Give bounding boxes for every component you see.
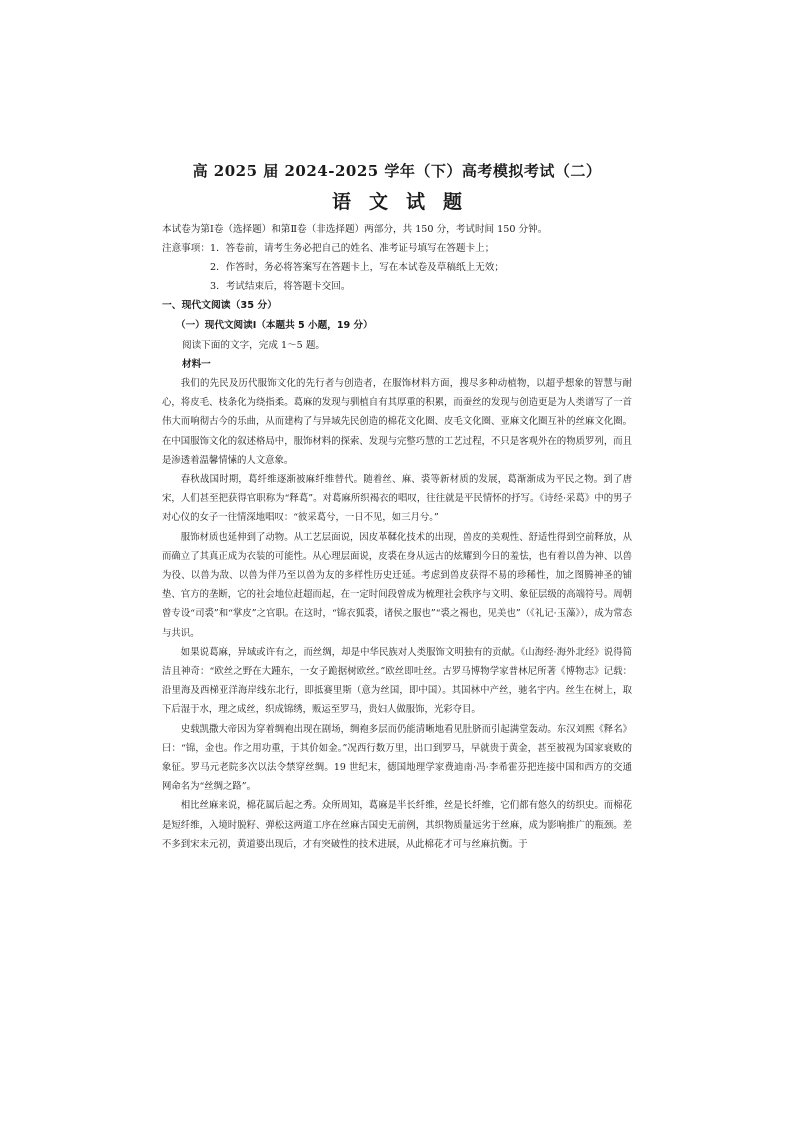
paragraph: 如果说葛麻，异域或许有之，而丝绸，却是中华民族对人类服饰文明独有的贡献。《山海经·海外北经》说得简洁且神奇：“欧丝之野在大踵东，一女子跪据树欧丝。”欧丝即吐丝。古罗马博物学家普林尼所著《博物志》记载：沿里海及西梯亚洋海岸线东北行，即抵赛里斯（意为丝国，即中国）。其国林中产丝，驰名宇内。丝生在树上，取下后湿于水，理之成丝，织成锦绣，贩运至罗马，贵妇人做服饰，光彩夺目。 bbox=[162, 646, 632, 716]
notes-item-2: 2．作答时，务必将答案写在答题卡上，写在本试卷及草稿纸上无效； bbox=[210, 262, 504, 273]
section-heading: 一、现代文阅读（35 分） bbox=[162, 300, 278, 311]
exam-title: 高 2025 届 2024-2025 学年（下）高考模拟考试（二） bbox=[192, 162, 602, 180]
notes-item-1: 注意事项：1．答卷前，请考生务必把自己的姓名、准考证号填写在答题卡上； bbox=[162, 243, 495, 254]
notes-block bbox=[162, 239, 632, 296]
material-label: 材料一 bbox=[182, 359, 211, 370]
exam-intro: 本试卷为第Ⅰ卷（选择题）和第Ⅱ卷（非选择题）两部分，共 150 分，考试时间 150 分钟。 bbox=[162, 224, 548, 235]
subject-title: 语文试题 bbox=[331, 191, 480, 213]
paragraph: 史载凯撒大帝因为穿着绸袍出现在剧场，绸袍多层而仍能清晰地看见肚脐而引起满堂轰动。东汉刘熙《释名》曰：“锦，金也。作之用功重，于其价如金。”况西行数万里，出口到罗马，早就贵于黄金，甚至被视为国家衰败的象征。罗马元老院多次以法令禁穿丝绸。19 世纪末，德国地理学家费迪南·冯·李希霍芬把连接中国和西方的交通网命名为“丝绸之路”。 bbox=[162, 723, 632, 793]
paragraph: 我们的先民及历代服饰文化的先行者与创造者，在服饰材料方面，搜尽多种动植物，以超乎想象的智慧与耐心，将皮毛、枝条化为绕指柔。葛麻的发现与驯植自有其厚重的积累，而蚕丝的发现与创造更是为人类谱写了一首伟大而响彻古今的乐曲，从而建构了与异域先民创造的棉花文化圈、皮毛文化圈、亚麻文化圈互补的丝麻文化圈。在中国服饰文化的叙述格局中，服饰材料的探索、发现与完整巧慧的工艺过程，不只是客观外在的物质罗列，而且是渗透着温馨情愫的人文意象。 bbox=[162, 378, 632, 466]
paragraph: 春秋战国时期，葛纤维逐渐被麻纤维替代。随着丝、麻、裘等新材质的发展，葛渐渐成为平民之物。到了唐宋，人们甚至把获得官职称为“释葛”。对葛麻所织褐衣的唱叹，往往就是平民情怀的抒写。《诗经·采葛》中的男子对心仪的女子一往情深地唱叹：“彼采葛兮，一日不见，如三月兮。” bbox=[162, 474, 632, 524]
subsection-heading: （一）现代文阅读Ⅰ（本题共 5 小题，19 分） bbox=[176, 320, 373, 331]
material-body bbox=[162, 374, 632, 854]
paragraph: 服饰材质也延伸到了动物。从工艺层面说，因皮革鞣化技术的出现，兽皮的美观性、舒适性得到空前释放，从而确立了其真正成为衣装的可能性。从心理层面说，皮裘在身从远古的炫耀到今日的羞怯，也有着以兽为神、以兽为役、以兽为敌、以兽为伴乃至以兽为友的多样性历史迁延。考虑到兽皮获得不易的珍稀性，加之图腾神圣的铺垫、官方的垄断，它的社会地位赶超而起，在一定时间段曾成为梳理社会秩序与文明、象征层级的高端符号。周朝曾专设“司裘”和“掌皮”之官职。在这时，“锦衣狐裘，诸侯之服也”“裘之裼也，见美也”（《礼记·玉藻》），成为常态与共识。 bbox=[162, 531, 632, 639]
notes-item-3: 3．考试结束后，将答题卡交回。 bbox=[210, 281, 351, 292]
paragraph: 相比丝麻来说，棉花属后起之秀。众所周知，葛麻是半长纤维，丝是长纤维，它们都有悠久的纺织史。而棉花是短纤维，入境时脱籽、弹松这两道工序在丝麻古国史无前例，其织物质量远劣于丝麻，成为影响推广的瓶颈。差不多到宋末元初，黄道婆出现后，才有突破性的技术进展，从此棉花才可与丝麻抗衡。于 bbox=[162, 800, 632, 850]
reading-instruction: 阅读下面的文字，完成 1～5 题。 bbox=[182, 340, 326, 351]
